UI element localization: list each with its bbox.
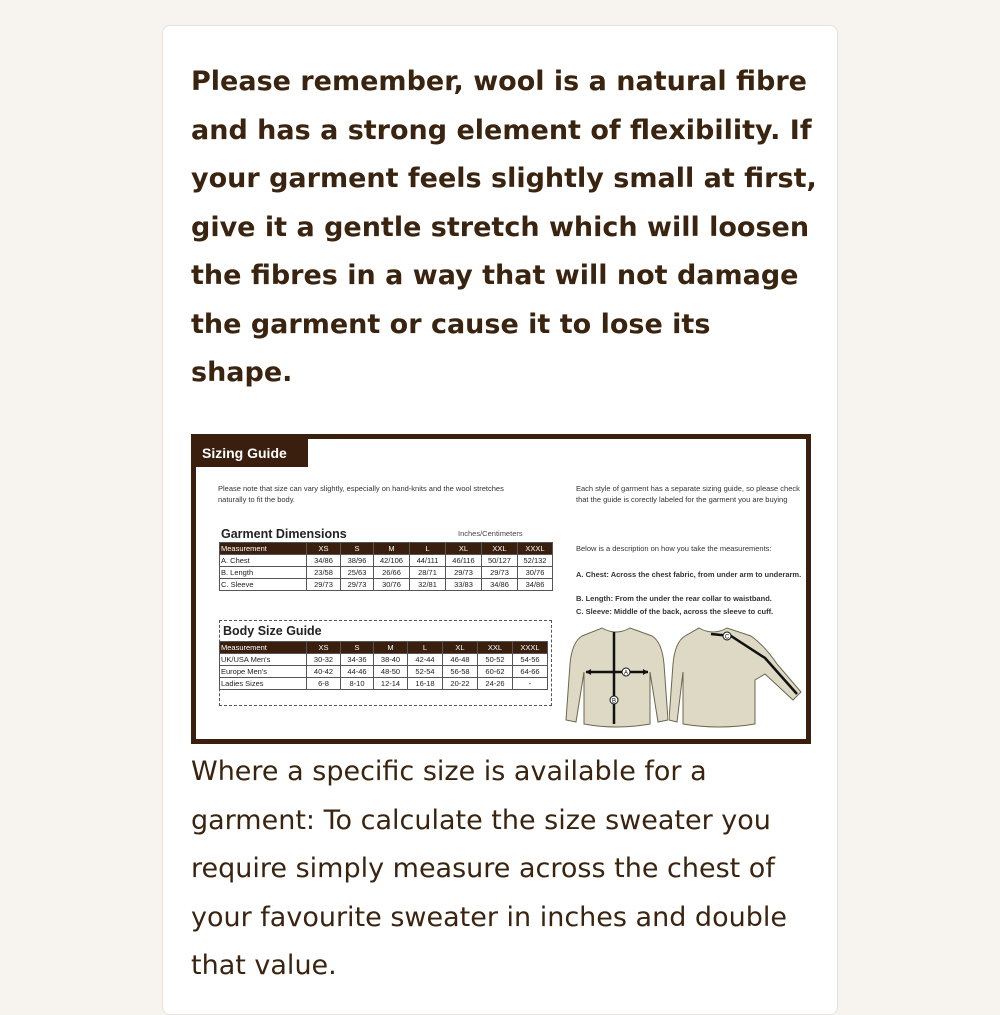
table-header-cell: XXL <box>482 543 518 555</box>
table-header-cell: XXL <box>478 642 513 654</box>
measurement-sleeve: C. Sleeve: Middle of the back, across the sleeve to cuff. <box>576 607 774 616</box>
garment-dimensions-table <box>219 542 553 591</box>
table-cell: Ladies Sizes <box>220 678 307 690</box>
table-header-cell: Measurement <box>220 642 307 654</box>
table-cell: 28/71 <box>410 567 446 579</box>
table-header-cell: XL <box>443 642 478 654</box>
table-row <box>220 555 553 567</box>
separate-guide-note: Each style of garment has a separate sizing guide, so please check that the guide is corectly labeled for the garment you are buying <box>576 484 800 504</box>
table-cell: 60-62 <box>478 666 513 678</box>
table-header-cell: XXXL <box>518 543 553 555</box>
marker-c: C <box>724 634 730 641</box>
table-header-row <box>220 642 548 654</box>
table-cell: 52-54 <box>408 666 443 678</box>
measurement-chest: A. Chest: Across the chest fabric, from under arm to underarm. <box>576 570 802 579</box>
table-header-cell: M <box>374 642 408 654</box>
table-cell: 48-50 <box>374 666 408 678</box>
table-cell: 42/106 <box>374 555 410 567</box>
content-card <box>162 25 838 1015</box>
table-cell: 44-46 <box>341 666 374 678</box>
measurement-length: B. Length: From the under the rear collar to waistband. <box>576 594 772 603</box>
table-cell: 52/132 <box>518 555 553 567</box>
table-cell: 6-8 <box>307 678 341 690</box>
table-header-cell: S <box>341 543 374 555</box>
table-header-cell: XL <box>446 543 482 555</box>
table-cell: 38-40 <box>374 654 408 666</box>
table-header-cell: XS <box>307 642 341 654</box>
table-header-cell: Measurement <box>220 543 307 555</box>
measurement-description-intro: Below is a description on how you take the measurements: <box>576 544 772 553</box>
table-row <box>220 678 548 690</box>
body-size-table <box>219 641 548 690</box>
stretch-note: Please note that size can vary slightly, especially on hand-knits and the wool stretches naturally to fit the body. <box>218 484 504 504</box>
table-cell: 46-48 <box>443 654 478 666</box>
table-cell: 25/63 <box>341 567 374 579</box>
table-cell: 46/116 <box>446 555 482 567</box>
table-cell: 34/86 <box>482 579 518 591</box>
table-header-cell: S <box>341 642 374 654</box>
table-row <box>220 666 548 678</box>
table-row <box>220 567 553 579</box>
table-cell: 23/58 <box>307 567 341 579</box>
table-cell: 34/86 <box>518 579 553 591</box>
table-row <box>220 654 548 666</box>
table-cell: A. Chest <box>220 555 307 567</box>
table-header-cell: XXXL <box>513 642 548 654</box>
table-cell: 26/66 <box>374 567 410 579</box>
table-cell: 50-52 <box>478 654 513 666</box>
table-header-cell: XS <box>307 543 341 555</box>
units-label: Inches/Centimeters <box>458 529 523 538</box>
table-cell: 34-36 <box>341 654 374 666</box>
table-cell: 16-18 <box>408 678 443 690</box>
table-cell: Europe Men's <box>220 666 307 678</box>
intro-paragraph: Please remember, wool is a natural fibre and has a strong element of flexibility. If your garment feels slightly small at first, give it a gentle stretch which will loosen the fibres in a way that will not damage the garment or cause it to lose its shape. <box>191 66 817 388</box>
table-cell: 8-10 <box>341 678 374 690</box>
sizing-guide-image <box>191 434 811 744</box>
body-size-guide-title: Body Size Guide <box>223 624 322 638</box>
table-header-cell: M <box>374 543 410 555</box>
table-cell: 30-32 <box>307 654 341 666</box>
table-cell: C. Sleeve <box>220 579 307 591</box>
marker-a: A <box>623 670 629 677</box>
table-cell: 38/96 <box>341 555 374 567</box>
back-sweater-diagram <box>669 624 804 732</box>
table-cell: B. Length <box>220 567 307 579</box>
front-sweater-diagram <box>564 624 669 732</box>
table-header-row <box>220 543 553 555</box>
table-cell: 30/76 <box>518 567 553 579</box>
table-row <box>220 579 553 591</box>
table-cell: 34/86 <box>307 555 341 567</box>
table-cell: 29/73 <box>482 567 518 579</box>
table-cell: 29/73 <box>307 579 341 591</box>
table-cell: 29/73 <box>446 567 482 579</box>
table-cell: 50/127 <box>482 555 518 567</box>
table-cell: 32/81 <box>410 579 446 591</box>
sizing-guide-title: Sizing Guide <box>196 439 308 467</box>
table-cell: UK/USA Men's <box>220 654 307 666</box>
table-cell: 20-22 <box>443 678 478 690</box>
table-cell: 64-66 <box>513 666 548 678</box>
table-cell: - <box>513 678 548 690</box>
table-cell: 42-44 <box>408 654 443 666</box>
table-cell: 56-58 <box>443 666 478 678</box>
table-cell: 29/73 <box>341 579 374 591</box>
table-header-cell: L <box>408 642 443 654</box>
table-header-cell: L <box>410 543 446 555</box>
table-cell: 24-26 <box>478 678 513 690</box>
table-cell: 40-42 <box>307 666 341 678</box>
table-cell: 12-14 <box>374 678 408 690</box>
table-cell: 30/76 <box>374 579 410 591</box>
table-cell: 44/111 <box>410 555 446 567</box>
marker-b: B <box>611 698 617 705</box>
table-cell: 54-56 <box>513 654 548 666</box>
garment-dimensions-title: Garment Dimensions <box>221 527 347 541</box>
outro-paragraph: Where a specific size is available for a garment: To calculate the size sweater you require simply measure across the chest of your favourite sweater in inches and double that value. <box>191 756 787 981</box>
table-cell: 33/83 <box>446 579 482 591</box>
